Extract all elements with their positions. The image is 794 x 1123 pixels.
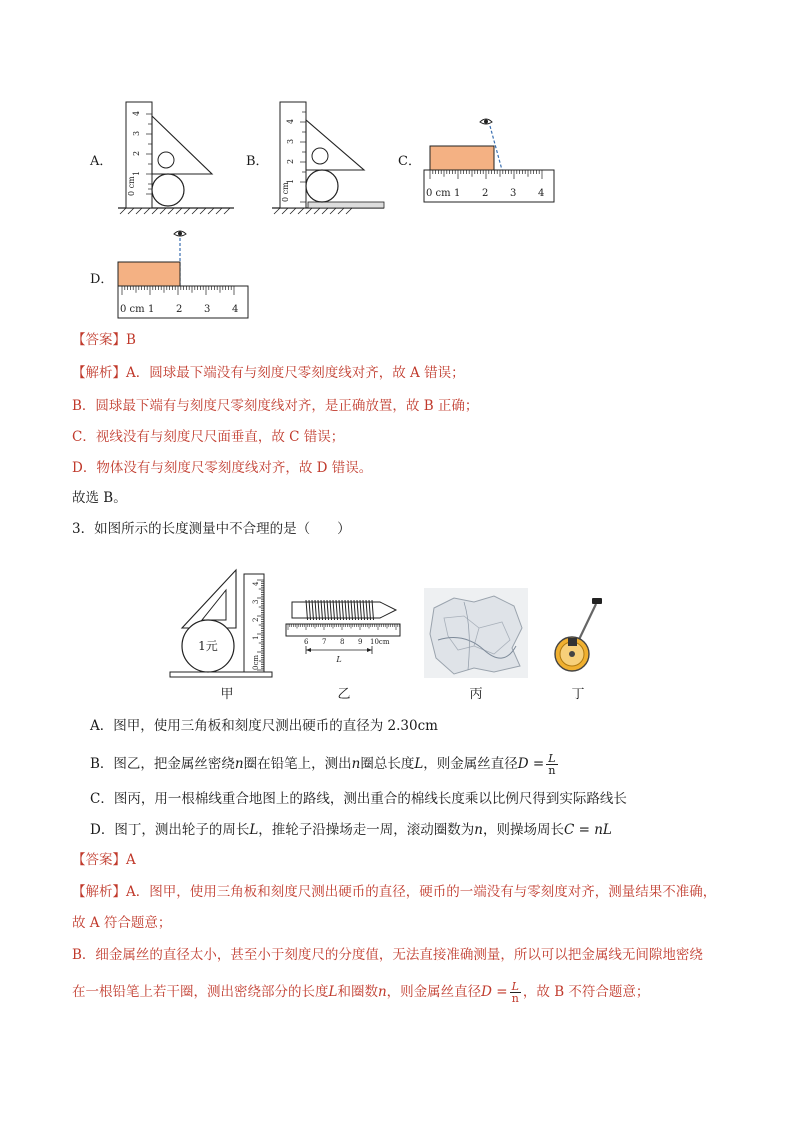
svg-text:2: 2 <box>482 188 489 199</box>
svg-text:8: 8 <box>340 638 345 646</box>
caption-jia: 甲 <box>220 687 234 702</box>
svg-text:1: 1 <box>252 635 260 640</box>
q3-option-a: A．图甲，使用三角板和刻度尺测出硬币的直径为 2.30cm <box>90 718 438 734</box>
svg-text:2: 2 <box>252 617 260 622</box>
figure-jia <box>168 566 274 684</box>
svg-text:9: 9 <box>358 638 363 646</box>
figure-yi <box>284 594 404 666</box>
coin-label: 1元 <box>198 639 218 653</box>
svg-text:0 cm: 0 cm <box>426 188 451 199</box>
svg-text:0 cm: 0 cm <box>127 176 136 196</box>
option-d-label: D． <box>90 272 114 287</box>
svg-text:0 cm: 0 cm <box>120 304 145 315</box>
option-b-label: B． <box>246 154 269 169</box>
svg-text:0 cm: 0 cm <box>281 182 290 202</box>
caption-ding: 丁 <box>571 687 585 702</box>
svg-text:4: 4 <box>538 188 545 199</box>
q3-option-d: D．图丁，测出轮子的周长L，推轮子沿操场走一周，滚动圈数为n，则操场周长C = nL <box>90 822 612 838</box>
analysis-3-line-4: 在一根铅笔上若干圈，测出密绕部分的长度L和圈数n，则金属丝直径D = $\frac{L}{n}$ ，故 B 不符合题意； <box>72 980 650 1005</box>
svg-text:1: 1 <box>132 170 141 176</box>
svg-text:4: 4 <box>132 110 141 116</box>
figure-b <box>268 98 388 216</box>
analysis-1-line-1: 【解析】A．圆球最下端没有与刻度尺零刻度线对齐，故 A 错误； <box>72 365 465 381</box>
question-3-stem: 3．如图所示的长度测量中不合理的是（ ） <box>72 521 351 537</box>
option-c-label: C． <box>398 154 421 169</box>
svg-text:3: 3 <box>286 138 295 144</box>
q3-option-b: B．图乙，把金属丝密绕n圈在铅笔上，测出n圈总长度L，则金属丝直径D = $\frac{L}{n}$ <box>90 752 556 777</box>
figure-bing-map <box>424 588 528 678</box>
figure-d <box>112 226 254 322</box>
svg-text:1: 1 <box>148 304 155 315</box>
svg-text:4: 4 <box>286 118 295 124</box>
q3-option-c: C．图丙，用一根棉线重合地图上的路线，测出重合的棉线长度乘以比例尺得到实际路线长 <box>90 791 627 807</box>
svg-text:2: 2 <box>132 150 141 156</box>
analysis-1-line-3: C．视线没有与刻度尺尺面垂直，故 C 错误； <box>72 429 345 445</box>
caption-bing: 丙 <box>469 687 483 702</box>
analysis-3-line-2: 故 A 符合题意； <box>72 915 172 931</box>
svg-text:1: 1 <box>454 188 461 199</box>
svg-text:7: 7 <box>322 638 327 646</box>
svg-text:2: 2 <box>176 304 183 315</box>
svg-text:6: 6 <box>304 638 309 646</box>
answer-3: 【答案】A <box>72 852 136 868</box>
svg-text:4: 4 <box>232 304 239 315</box>
answer-1: 【答案】B <box>72 332 136 348</box>
figure-a <box>112 98 242 216</box>
svg-text:3: 3 <box>204 304 211 315</box>
analysis-1-line-4: D．物体没有与刻度尺零刻度线对齐，故 D 错误。 <box>72 460 373 476</box>
svg-text:3: 3 <box>132 130 141 136</box>
analysis-1-line-2: B．圆球最下端有与刻度尺零刻度线对齐，是正确放置，故 B 正确； <box>72 398 479 414</box>
figure-c <box>420 110 560 206</box>
analysis-3-line-3: B．细金属丝的直径太小，甚至小于刻度尺的分度值，无法直接准确测量，所以可以把金属线无间隙地密绕 <box>72 947 703 963</box>
eye-icon <box>480 119 492 124</box>
svg-text:3: 3 <box>510 188 517 199</box>
svg-text:4: 4 <box>252 581 260 586</box>
option-a-label: A． <box>90 154 113 169</box>
caption-yi: 乙 <box>337 687 351 702</box>
analysis-3-line-1: 【解析】A．图甲，使用三角板和刻度尺测出硬币的直径，硬币的一端没有与零刻度对齐，测量结果不准确， <box>72 884 717 900</box>
svg-text:0cm: 0cm <box>252 654 260 670</box>
svg-text:1: 1 <box>286 178 295 184</box>
eye-icon <box>174 231 186 236</box>
figure-ding-wheel <box>552 594 608 676</box>
svg-text:10cm: 10cm <box>370 638 390 646</box>
svg-text:2: 2 <box>286 158 295 164</box>
svg-text:L: L <box>336 655 342 664</box>
analysis-1-conclusion: 故选 B。 <box>72 490 127 506</box>
svg-text:3: 3 <box>252 599 260 604</box>
